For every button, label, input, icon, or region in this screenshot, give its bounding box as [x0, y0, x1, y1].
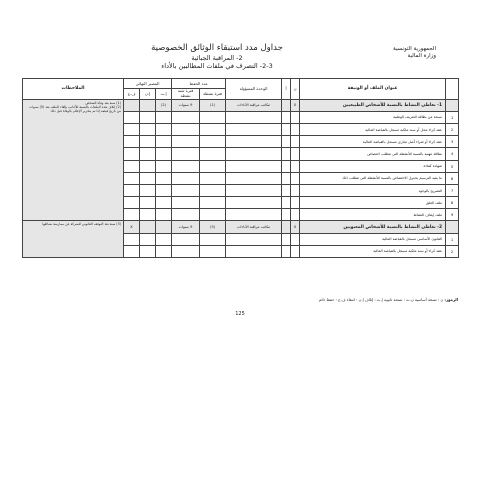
col-a: أ [282, 79, 291, 100]
remarks-cell: (3) سنة بعد التوقف القانوني للشركة عن ممارسة نشاطها [23, 221, 124, 258]
row-number: 4 [446, 148, 459, 160]
legend [22, 297, 458, 302]
row-number: 8 [446, 197, 459, 209]
row-number: 7 [446, 184, 459, 196]
page-subtitle: 2- المراقبة الجبائية [191, 53, 243, 62]
col-unit: الوحدة المسؤولة [226, 79, 282, 100]
cell-active: (3) [200, 221, 226, 233]
header-institution [393, 46, 436, 61]
cell-active: (1) [200, 99, 226, 111]
row-number: 5 [446, 160, 459, 172]
retention-table [22, 78, 459, 258]
cell-semi: 9 سنوات [172, 221, 200, 233]
section-row [23, 99, 459, 111]
header-row-1 [23, 79, 459, 89]
section-title: 2- تعاطي النشاط بالنسبة للأشخاص المعنويين [300, 221, 446, 233]
col-title: عنوان الملف أو الوثيقة [300, 79, 446, 100]
section-title: 1- تعاطي النشاط بالنسبة للأشخاص الطبيعيين [300, 99, 446, 111]
row-number: 6 [446, 172, 459, 184]
cell-semi: 9 سنوات [172, 99, 200, 111]
cell-x: X [291, 221, 300, 233]
cell-unit: مكاتب مراقبة الأداءات [226, 99, 282, 111]
row-title: نسخة من بطاقة التعريف الوطنية [300, 111, 446, 123]
row-title: عقد كراء محل أو سند ملكية مسجل بالقباضة المالية [300, 123, 446, 135]
row-title: التصريح بالوجود [300, 184, 446, 196]
col-final: المصير النهائي [124, 79, 172, 89]
row-title: شهادة كفاءة [300, 160, 446, 172]
col-number [446, 79, 459, 100]
col-active: فترة نشطة [200, 89, 226, 100]
col-semi: فترة شبه نشطة [172, 89, 200, 100]
row-number: 3 [446, 136, 459, 148]
cell-unit: مكاتب مراقبة الأداءات [226, 221, 282, 233]
col-sort: ف.ج [124, 89, 140, 100]
remarks-cell: (1) سنة بعد وفاة الشخص (2) إتلاف هذه الملفات بالنسبة للأجانب بإلغاء الملف بعد (5) سنوات من تاريخ قبضه إذا تم بتحرير الإعلام بالوفاة قبل ذلك [23, 99, 124, 221]
section-row [23, 221, 459, 233]
row-title: بطاقة مهنية بالنسبة للأنشطة التي تتطلب اختصاص [300, 148, 446, 160]
legend-text: ن : نسخة أساسية ن.ث : نسخة ثانوية إ.ت : إتلاف إ.ن : انتقاء ف.ج : حفظ دائم [318, 297, 444, 302]
ministry-name: وزارة المالية [407, 53, 436, 60]
row-title: ملف إيقاف النشاط [300, 209, 446, 221]
col-n: ن [291, 79, 300, 100]
page-title: جداول مدد استبقاء الوثائق الخصوصية [151, 43, 283, 53]
col-transfer: إ.ن [140, 89, 156, 100]
country-name: الجمهورية التونسية [393, 46, 436, 52]
page-subsubtitle: 2-3- التصرف في ملفات المطالبين بالأداء [161, 62, 273, 71]
row-title: ملف الغلق [300, 197, 446, 209]
row-number: 2 [446, 245, 459, 257]
header-titles [112, 44, 322, 71]
col-remarks: الملاحظات [23, 79, 124, 100]
cell-sort: X [124, 221, 140, 233]
col-retention: مدد الحفظ [172, 79, 226, 89]
row-number: 1 [446, 111, 459, 123]
page-number: 125 [235, 311, 245, 317]
row-title: عقد كراء أو سند ملكية مسجل بالقباضة المالية [300, 245, 446, 257]
row-number: 2 [446, 123, 459, 135]
row-title: القانون الأساسي مسجل بالقباضة المالية [300, 233, 446, 245]
cell-destroy: (2) [156, 99, 172, 111]
row-title: عقد كراء أو شراء أصل تجاري مسجل بالقباضة المالية [300, 136, 446, 148]
row-number: 9 [446, 209, 459, 221]
col-destroy: إ.ت [156, 89, 172, 100]
legend-label: الرموز: [444, 297, 458, 302]
row-number: 1 [446, 233, 459, 245]
cell-x: X [291, 99, 300, 111]
row-title: ما يفيد الترسيم بجدول الاختصاص بالنسبة للأنشطة التي تتطلب ذلك [300, 172, 446, 184]
